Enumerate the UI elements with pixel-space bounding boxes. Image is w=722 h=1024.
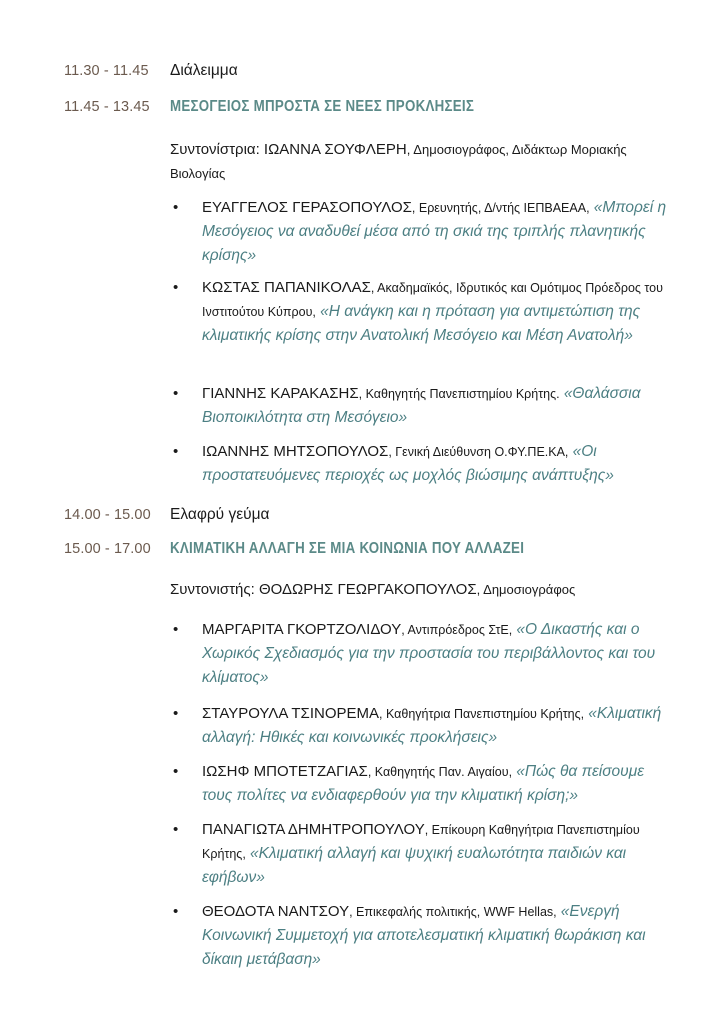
slot-title: Ελαφρύ γεύμα: [170, 506, 270, 523]
bullet-icon: •: [173, 903, 179, 920]
speaker-role: , Ακαδημαϊκός, Ιδρυτικός και Ομότιμος Πρόεδρος του Ινστιτούτου Κύπρου,: [202, 281, 663, 319]
speaker-role: , Καθηγητής Παν. Αιγαίου,: [367, 765, 513, 779]
speaker-role: , Επίκουρη Καθηγήτρια Πανεπιστημίου Κρήτης,: [202, 823, 640, 861]
speaker-name: ΓΙΑΝΝΗΣ ΚΑΡΑΚΑΣΗΣ: [202, 385, 359, 402]
talk-title: «Οι προστατευόμενες περιοχές ως μοχλός βιώσιμης ανάπτυξης»: [202, 443, 614, 484]
talk-title: «Η ανάγκη και η πρόταση για αντιμετώπιση της κλιματικής κρίσης στην Ανατολική Μεσόγειο και Μέση Ανατολή»: [202, 303, 641, 344]
session-title: ΜΕΣΟΓΕΙΟΣ ΜΠΡΟΣΤΑ ΣΕ ΝΕΕΣ ΠΡΟΚΛΗΣΕΙΣ: [170, 98, 475, 115]
bullet-icon: •: [173, 621, 179, 638]
schedule-slot-lunch: [64, 506, 270, 524]
bullet-icon: •: [173, 385, 179, 402]
speaker-name: ΙΩΑΝΝΗΣ ΜΗΤΣΟΠΟΥΛΟΣ: [202, 443, 389, 460]
moderator-label: Συντονίστρια:: [170, 141, 264, 158]
moderator-role: , Δημοσιογράφος, Διδάκτωρ Μοριακής Βιολογίας: [170, 142, 627, 181]
speaker-name: ΣΤΑΥΡΟΥΛΑ ΤΣΙΝΟΡΕΜΑ: [202, 705, 380, 722]
talk-title: «Κλιματική αλλαγή και ψυχική ευαλωτότητα παιδιών και εφήβων»: [202, 845, 627, 886]
speaker-name: ΕΥΑΓΓΕΛΟΣ ΓΕΡΑΣΟΠΟΥΛΟΣ: [202, 199, 412, 216]
talk-title: «Θαλάσσια Βιοποικιλότητα στη Μεσόγειο»: [202, 385, 641, 426]
moderator-role: , Δημοσιογράφος: [476, 582, 576, 597]
speaker-role: , Αντιπρόεδρος ΣτΕ,: [401, 623, 513, 637]
bullet-icon: •: [173, 705, 179, 722]
speaker-role: , Γενική Διεύθυνση Ο.ΦΥ.ΠΕ.ΚΑ,: [388, 445, 569, 459]
speaker-name: ΠΑΝΑΓΙΩΤΑ ΔΗΜΗΤΡΟΠΟΥΛΟΥ: [202, 821, 425, 838]
schedule-slot-session-climate: [64, 540, 582, 558]
speaker-role: , Επικεφαλής πολιτικής, WWF Hellas,: [349, 905, 557, 919]
speaker-name: ΚΩΣΤΑΣ ΠΑΠΑΝΙΚΟΛΑΣ: [202, 279, 371, 296]
schedule-slot-session-mediterranean: [64, 98, 524, 116]
slot-time: 11.45 - 13.45: [64, 99, 150, 115]
bullet-icon: •: [173, 199, 179, 216]
speaker-name: ΘΕΟΔΟΤΑ ΝΑΝΤΣΟΥ: [202, 903, 350, 920]
moderator-name: ΘΟΔΩΡΗΣ ΓΕΩΡΓΑΚΟΠΟΥΛΟΣ: [258, 581, 477, 598]
session-moderator: [170, 578, 670, 602]
talk-title: «Ενεργή Κοινωνική Συμμετοχή για αποτελεσματική κλιματική θωράκιση και δίκαιη μετάβαση»: [202, 903, 646, 968]
speaker-role: , Καθηγητής Πανεπιστημίου Κρήτης.: [358, 387, 560, 401]
speaker-name: ΜΑΡΓΑΡΙΤΑ ΓΚΟΡΤΖΟΛΙΔΟΥ: [202, 621, 402, 638]
schedule-slot-break: [64, 62, 238, 80]
bullet-icon: •: [173, 821, 179, 838]
slot-time: 15.00 - 17.00: [64, 541, 151, 557]
talk-title: «Κλιματική αλλαγή: Ηθικές και κοινωνικές προκλήσεις»: [202, 705, 662, 746]
speaker-role: , Καθηγήτρια Πανεπιστημίου Κρήτης,: [379, 707, 585, 721]
slot-time: 14.00 - 15.00: [64, 507, 151, 523]
talk-title: «Πώς θα πείσουμε τους πολίτες να ενδιαφερθούν για την κλιματική κρίση;»: [202, 763, 645, 804]
slot-title: Διάλειμμα: [170, 62, 238, 79]
slot-time: 11.30 - 11.45: [64, 63, 149, 79]
speaker-name: ΙΩΣΗΦ ΜΠΟΤΕΤΖΑΓΙΑΣ: [202, 763, 368, 780]
moderator-name: ΙΩΑΝΝΑ ΣΟΥΦΛΕΡΗ: [263, 141, 407, 158]
moderator-label: Συντονιστής:: [170, 581, 259, 598]
bullet-icon: •: [173, 763, 179, 780]
session-moderator: [170, 138, 670, 186]
bullet-icon: •: [173, 443, 179, 460]
session-title: ΚΛΙΜΑΤΙΚΗ ΑΛΛΑΓΗ ΣΕ ΜΙΑ ΚΟΙΝΩΝΙΑ ΠΟΥ ΑΛΛΑΖΕΙ: [170, 540, 525, 557]
speaker-role: , Ερευνητής, Δ/ντής ΙΕΠΒΑΕΑΑ,: [411, 201, 590, 215]
talk-title: «Ο Δικαστής και ο Χωρικός Σχεδιασμός για την προστασία του περιβάλλοντος και του κλίματος»: [202, 621, 656, 686]
bullet-icon: •: [173, 279, 179, 296]
talk-title: «Μπορεί η Μεσόγειος να αναδυθεί μέσα από τη σκιά της τριπλής πλανητικής κρίσης»: [202, 199, 667, 264]
